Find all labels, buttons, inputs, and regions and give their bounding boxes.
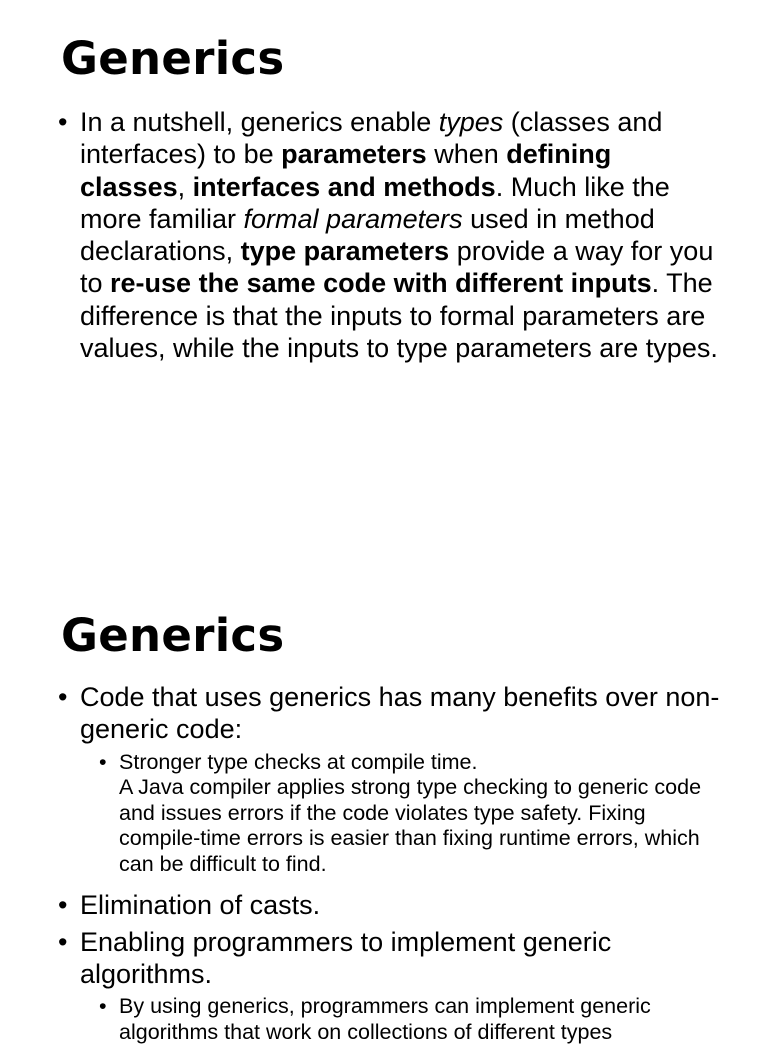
text-run-bold: re-use the same code with different inputs: [110, 268, 652, 299]
bullet-text: [80, 107, 718, 363]
text-run-bold: parameters: [281, 139, 427, 170]
bullet-item: [0, 889, 768, 921]
slide-title: Generics: [61, 609, 285, 662]
text-run-bold: interfaces and methods: [192, 171, 496, 202]
text-run: ,: [177, 171, 193, 202]
slide-2: [0, 580, 768, 1045]
bullet-text: Enabling programmers to implement generic algorithms.: [80, 926, 612, 990]
bullet-list: [0, 681, 768, 1046]
sub-bullet-line: A Java compiler applies strong type checking to generic code and issues errors if the code violates type safety. Fixing compile-time errors is easier than fixing runtime errors, which can be difficult to find.: [119, 775, 702, 876]
slide-title: Generics: [61, 32, 285, 85]
sub-bullet-line: By using generics, programmers can implement generic algorithms that work on collections of different types: [119, 994, 651, 1045]
text-run: (classes and interfaces) to be: [80, 107, 663, 170]
text-run: In a nutshell, generics enable: [80, 107, 439, 137]
bullet-icon: •: [99, 994, 107, 1019]
bullet-icon: •: [58, 926, 68, 957]
text-run: used in method declarations,: [80, 203, 655, 267]
text-run-bold: defining classes: [80, 139, 612, 202]
bullet-text: Code that uses generics has many benefits over non-generic code:: [80, 682, 720, 745]
bullet-item: [0, 926, 768, 991]
sub-bullet-item: [0, 994, 768, 1045]
bullet-list: [0, 106, 768, 364]
bullet-icon: •: [58, 889, 68, 920]
text-run-bold: type parameters: [240, 236, 450, 267]
bullet-icon: •: [58, 107, 68, 137]
text-run-italic: types: [438, 107, 504, 137]
bullet-item: [0, 106, 768, 364]
bullet-item: [0, 681, 768, 746]
text-run: . Much like the more familiar: [80, 171, 670, 234]
text-run: . The difference is that the inputs to formal parameters are values, while the inputs to type parameters are types.: [80, 268, 718, 364]
bullet-icon: •: [58, 682, 68, 712]
bullet-text: Elimination of casts.: [80, 889, 321, 920]
bullet-icon: •: [99, 749, 107, 774]
text-run: provide a way for you to: [80, 236, 714, 299]
sub-bullet-line: Stronger type checks at compile time.: [119, 749, 478, 774]
text-run-italic: formal parameters: [243, 203, 463, 234]
text-run: when: [426, 139, 507, 170]
sub-bullet-item: [0, 750, 768, 878]
